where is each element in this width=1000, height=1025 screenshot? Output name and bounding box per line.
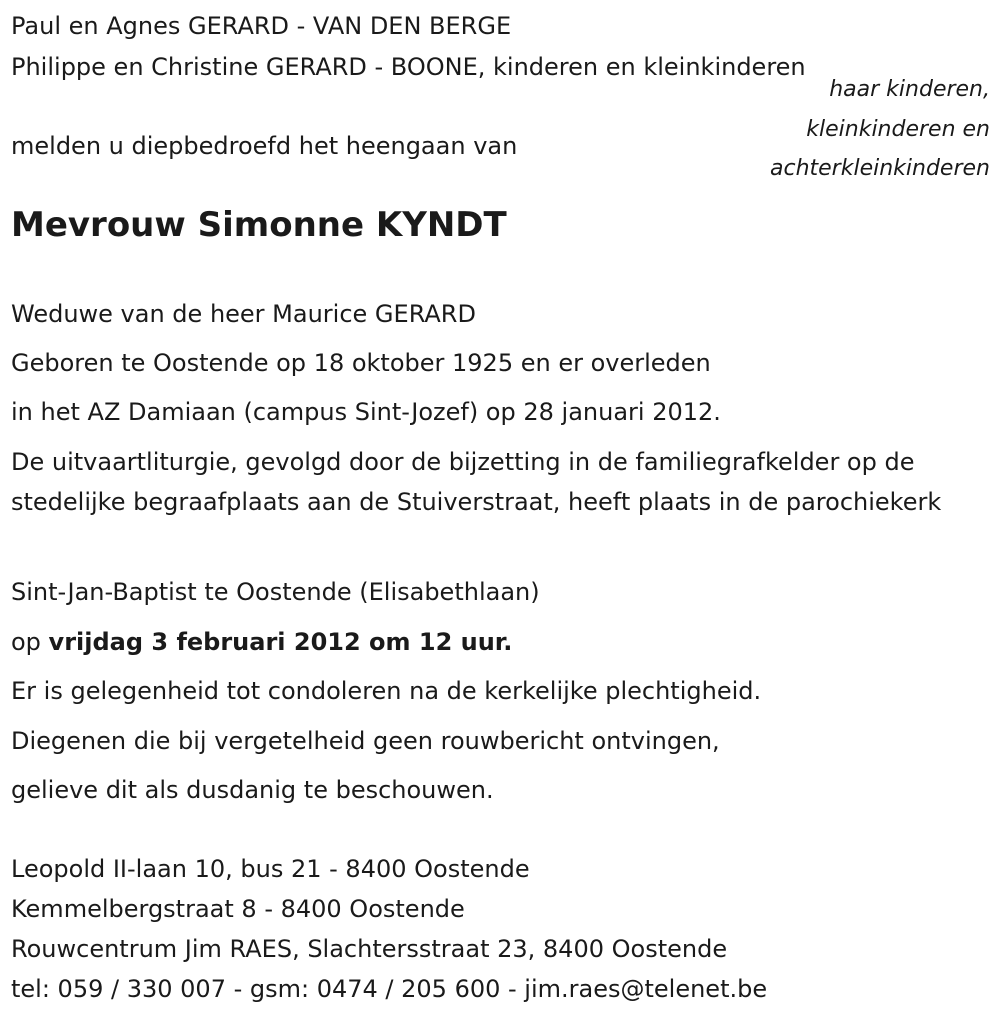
death-line: in het AZ Damiaan (campus Sint-Jozef) op 28 januari 2012. bbox=[11, 398, 721, 426]
address-line-2: Kemmelbergstraat 8 - 8400 Oostende bbox=[11, 895, 465, 923]
service-date-line bbox=[11, 630, 512, 654]
birth-line: Geboren te Oostende op 18 oktober 1925 en er overleden bbox=[11, 349, 711, 377]
announcement-text: melden u diepbedroefd het heengaan van bbox=[11, 132, 518, 160]
service-date-prefix: op bbox=[11, 628, 49, 656]
aside-line-2: kleinkinderen en bbox=[806, 117, 990, 142]
condolence-line: Er is gelegenheid tot condoleren na de kerkelijke plechtigheid. bbox=[11, 677, 762, 705]
church-line: Sint-Jan-Baptist te Oostende (Elisabethlaan) bbox=[11, 578, 540, 606]
family-line-2: Philippe en Christine GERARD - BOONE, kinderen en kleinkinderen bbox=[11, 53, 806, 81]
aside-line-3: achterkleinkinderen bbox=[770, 156, 990, 181]
deceased-name: Mevrouw Simonne KYNDT bbox=[11, 205, 507, 245]
aside-line-1: haar kinderen, bbox=[829, 77, 990, 102]
notice-line-2: gelieve dit als dusdanig te beschouwen. bbox=[11, 776, 494, 804]
contact-line: tel: 059 / 330 007 - gsm: 0474 / 205 600 - jim.raes@telenet.be bbox=[11, 975, 768, 1003]
liturgy-paragraph: De uitvaartliturgie, gevolgd door de bijzetting in de familiegrafkelder op de stedelijke begraafplaats aan de Stuiverstraat, heeft plaats in de parochiekerk bbox=[11, 448, 942, 516]
notice-line-1: Diegenen die bij vergetelheid geen rouwbericht ontvingen, bbox=[11, 727, 720, 755]
service-date: vrijdag 3 februari 2012 om 12 uur. bbox=[48, 628, 513, 656]
family-line-1: Paul en Agnes GERARD - VAN DEN BERGE bbox=[11, 12, 512, 40]
address-line-1: Leopold II-laan 10, bus 21 - 8400 Oostende bbox=[11, 855, 530, 883]
widow-of: Weduwe van de heer Maurice GERARD bbox=[11, 300, 476, 328]
funeral-home-line: Rouwcentrum Jim RAES, Slachtersstraat 23, 8400 Oostende bbox=[11, 935, 728, 963]
